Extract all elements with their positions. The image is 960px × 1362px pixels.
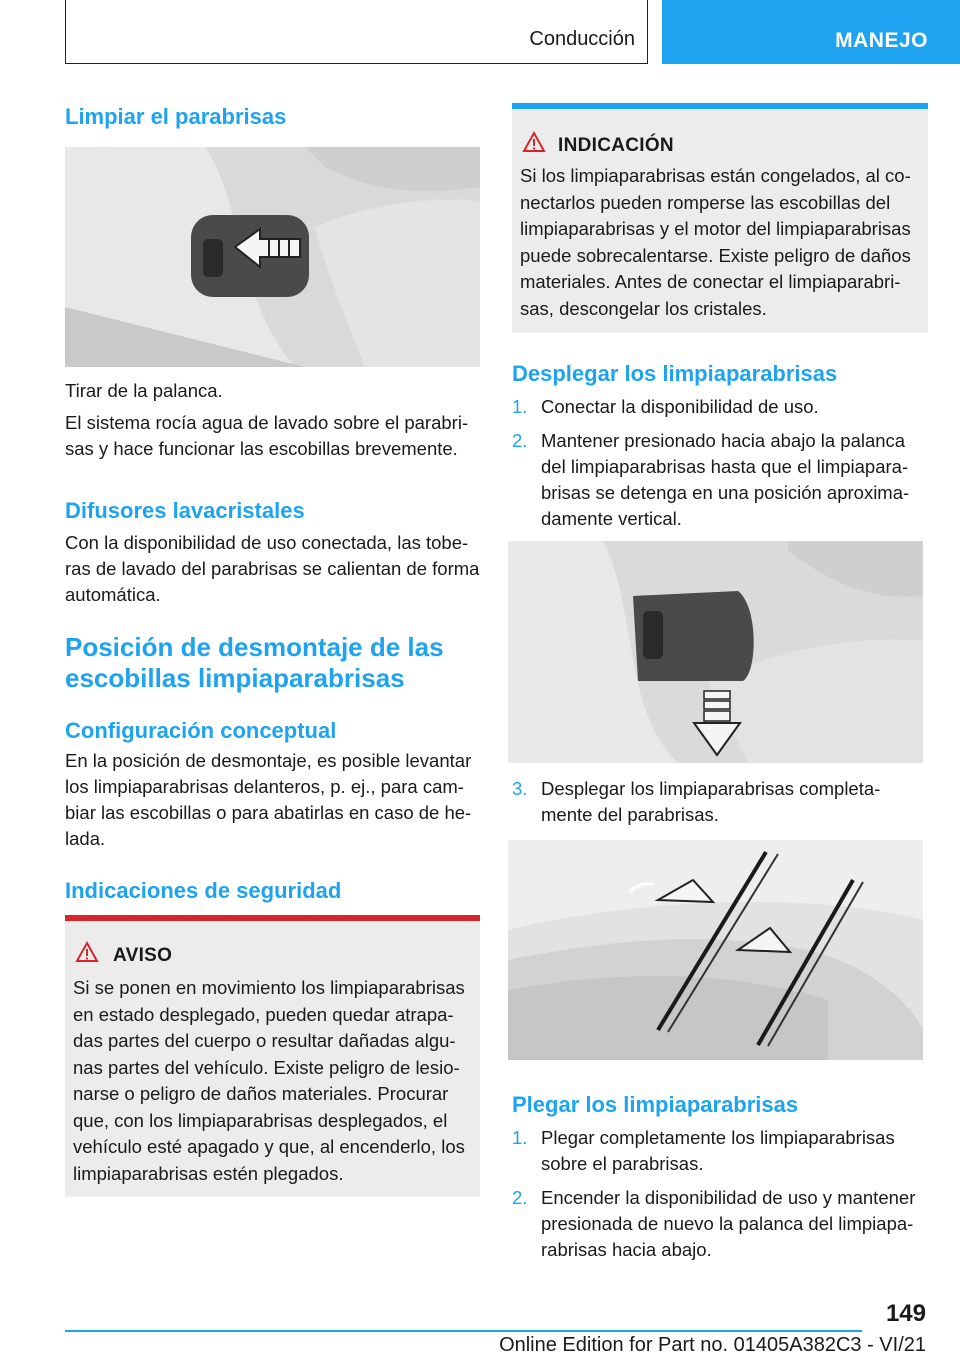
heading-desplegar: Desplegar los limpiaparabrisas [512, 361, 838, 386]
step-text: Conectar la disponibilidad de uso. [541, 396, 819, 417]
heading-difusores: Difusores lavacristales [65, 498, 305, 523]
step-number: 3. [512, 778, 528, 799]
step-text: Encender la disponibilidad de uso y mantener presionada de nuevo la palanca del limpiapa-rabrisas hacia abajo. [541, 1187, 916, 1260]
list-item [512, 428, 928, 532]
step-text: Plegar completamente los limpiaparabrisas sobre el parabrisas. [541, 1127, 895, 1174]
heading-posicion-desmontaje: Posición de desmontaje de las escobillas limpiaparabrisas [65, 632, 444, 693]
header-chapter-box [65, 0, 648, 64]
section-tab-label: MANEJO [835, 29, 928, 52]
list-item [512, 776, 928, 828]
aviso-rule [65, 915, 480, 921]
list-item [512, 1125, 928, 1177]
chapter-title: Conducción [529, 28, 635, 50]
step-text: Desplegar los limpiaparabrisas completa-mente del parabrisas. [541, 778, 881, 825]
indicacion-title: INDICACIÓN [558, 135, 674, 156]
heading-configuracion: Configuración conceptual [65, 718, 337, 743]
indicacion-rule [512, 103, 928, 109]
list-item [512, 394, 928, 420]
step-number: 1. [512, 1127, 528, 1148]
lever-pull-illustration [65, 147, 480, 367]
heading-limpiar: Limpiar el parabrisas [65, 104, 287, 129]
step-number: 2. [512, 1187, 528, 1208]
section-tab[interactable] [662, 0, 960, 64]
step-text: Mantener presionado hacia abajo la palanca del limpiaparabrisas hasta que el limpiapara-brisas se detenga en una posición aproxima-damente vertical. [541, 430, 910, 529]
warning-triangle-icon [75, 941, 99, 963]
desplegar-steps-1-2 [512, 394, 928, 540]
lever-push-down-illustration [508, 541, 923, 763]
list-item [512, 1185, 928, 1263]
aviso-box [65, 915, 480, 1197]
wipers-raised-illustration [508, 840, 923, 1060]
footer-rule [65, 1330, 862, 1332]
indicacion-box [512, 103, 928, 333]
aviso-title: AVISO [113, 945, 173, 966]
plegar-steps [512, 1125, 928, 1271]
warning-triangle-icon [522, 131, 546, 153]
step-tirar: Tirar de la palanca. [65, 380, 223, 401]
indicacion-text: Si los limpiaparabrisas están congelados, al co-nectarlos pueden romperse las escobillas del limpiaparabrisas y el motor del limpiaparabrisas puede sobrecalentarse. Existe peligro de daños materiales. Antes de conectar el limpiaparabri-sas, descongelar los cristales. [520, 165, 911, 319]
paragraph-configuracion: En la posición de desmontaje, es posible levantar los limpiaparabrisas delanteros, p. ej., para cam-biar las escobillas o para abatirlas en caso de he-lada. [65, 750, 472, 849]
step-number: 1. [512, 396, 528, 417]
desplegar-step-3 [512, 776, 928, 836]
step-number: 2. [512, 430, 528, 451]
aviso-text: Si se ponen en movimiento los limpiaparabrisas en estado desplegado, pueden quedar atrapa-das partes del cuerpo o resultar dañadas algu-nas partes del vehículo. Existe peligro de lesio-narse o peligro de daños materiales. Procurar que, con los limpiaparabrisas desplegados, el vehículo esté apagado y que, al encenderlo, los limpiaparabrisas estén plegados. [73, 977, 465, 1184]
footer-edition: Online Edition for Part no. 01405A382C3 - VI/21 [499, 1334, 926, 1356]
heading-indicaciones-seguridad: Indicaciones de seguridad [65, 878, 342, 903]
page-number: 149 [885, 1300, 926, 1327]
paragraph-sistema: El sistema rocía agua de lavado sobre el parabri-sas y hace funcionar las escobillas brevemente. [65, 412, 469, 459]
heading-plegar: Plegar los limpiaparabrisas [512, 1092, 799, 1117]
paragraph-difusores: Con la disponibilidad de uso conectada, las tobe-ras de lavado del parabrisas se calientan de forma automática. [65, 532, 480, 605]
